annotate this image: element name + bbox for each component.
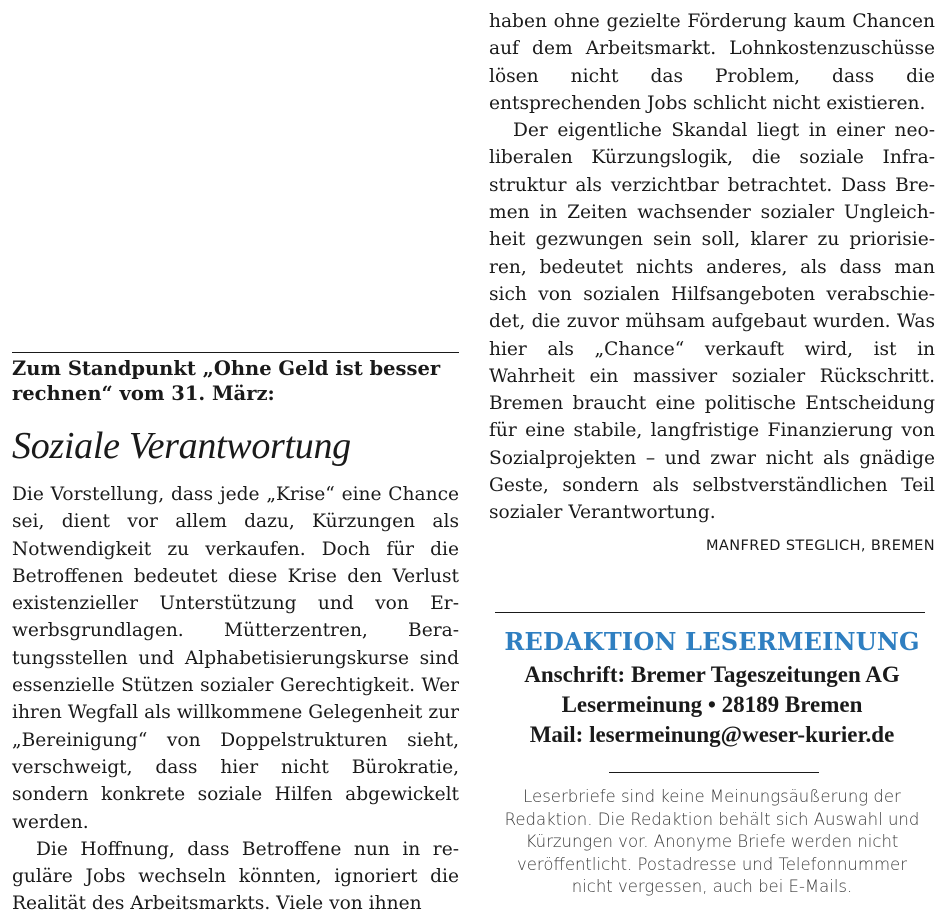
letter-paragraph-3: Der eigentliche Skandal liegt in einer neoliberalen Kürzungslogik, die soziale Infrastruktur als verzichtbar betrachtet. Dass Bremen in Zeiten wachsender sozialer Ungleichheit gezwungen sein soll, klarer zu priorisieren, bedeutet nichts anderes, als dass man sich von sozialen Hilfsangeboten verabschiedet, die zuvor mühsam aufgebaut wurden. Was hier als „Chance“ verkauft wird, ist in Wahrheit ein massiver sozialer Rückschritt. Bremen braucht eine politische Entscheidung für eine stabile, langfristige Finanzierung von Sozialprojekten – und zwar nicht als gnädige Geste, sondern als selbstverständlichen Teil sozialer Verantwortung. [489, 120, 935, 524]
letter-body-right [489, 8, 935, 527]
info-box-divider [495, 612, 925, 613]
info-address-line-2: Lesermeinung • 28189 Bremen [561, 692, 863, 717]
info-address-line-1: Anschrift: Bremer Tageszeitungen AG [524, 662, 900, 687]
right-column [489, 0, 935, 906]
left-column [12, 0, 459, 915]
letter-body-left [12, 481, 459, 918]
info-mail-line: Mail: lesermeinung@weser-kurier.de [529, 722, 895, 747]
letter-reference: Zum Standpunkt „Ohne Geld ist besser rechnen“ vom 31. März: [12, 357, 441, 405]
info-disclaimer: Leserbriefe sind keine Meinungsäußerung der Redaktion. Die Redaktion behält sich Auswahl und Kürzungen vor. Anonyme Briefe werden nicht veröffentlicht. Postadresse und Telefonnummer nicht vergessen, auch bei E-Mails. [504, 787, 920, 896]
section-divider [12, 352, 459, 353]
letter-author: MANFRED STEGLICH, BREMEN [706, 538, 935, 554]
letter-paragraph-1: Die Vorstellung, dass jede „Krise“ eine Chance sei, dient vor allem dazu, Kürzungen als Notwendigkeit zu verkaufen. Doch für die Betroffenen bedeutet diese Krise den Verlust existenzieller Unterstützung und von Erwerbsgrundlagen. Mütterzentren, Beratungsstellen und Alphabetisierungskurse sind essenzielle Stützen sozialer Gerechtigkeit. Wer ihren Wegfall als willkommene Gelegenheit zur „Bereinigung“ von Doppelstrukturen sieht, verschweigt, dass hier nicht Bürokratie, sondern konkrete soziale Hilfen abgewickelt werden. [12, 484, 459, 833]
letter-headline: Soziale Verantwortung [12, 425, 351, 467]
info-box-small-divider [609, 772, 819, 773]
letter-paragraph-2-continued: haben ohne gezielte Förderung kaum Chancen auf dem Arbeitsmarkt. Lohnkostenzuschüsse lösen nicht das Problem, dass die entsprechenden Jobs schlicht nicht existieren. [489, 11, 935, 114]
letter-paragraph-2: Die Hoffnung, dass Betroffene nun in reguläre Jobs wechseln könnten, ignoriert die Realität des Arbeitsmarkts. Viele von ihnen [12, 838, 459, 915]
info-box-title: REDAKTION LESERMEINUNG [504, 627, 920, 656]
